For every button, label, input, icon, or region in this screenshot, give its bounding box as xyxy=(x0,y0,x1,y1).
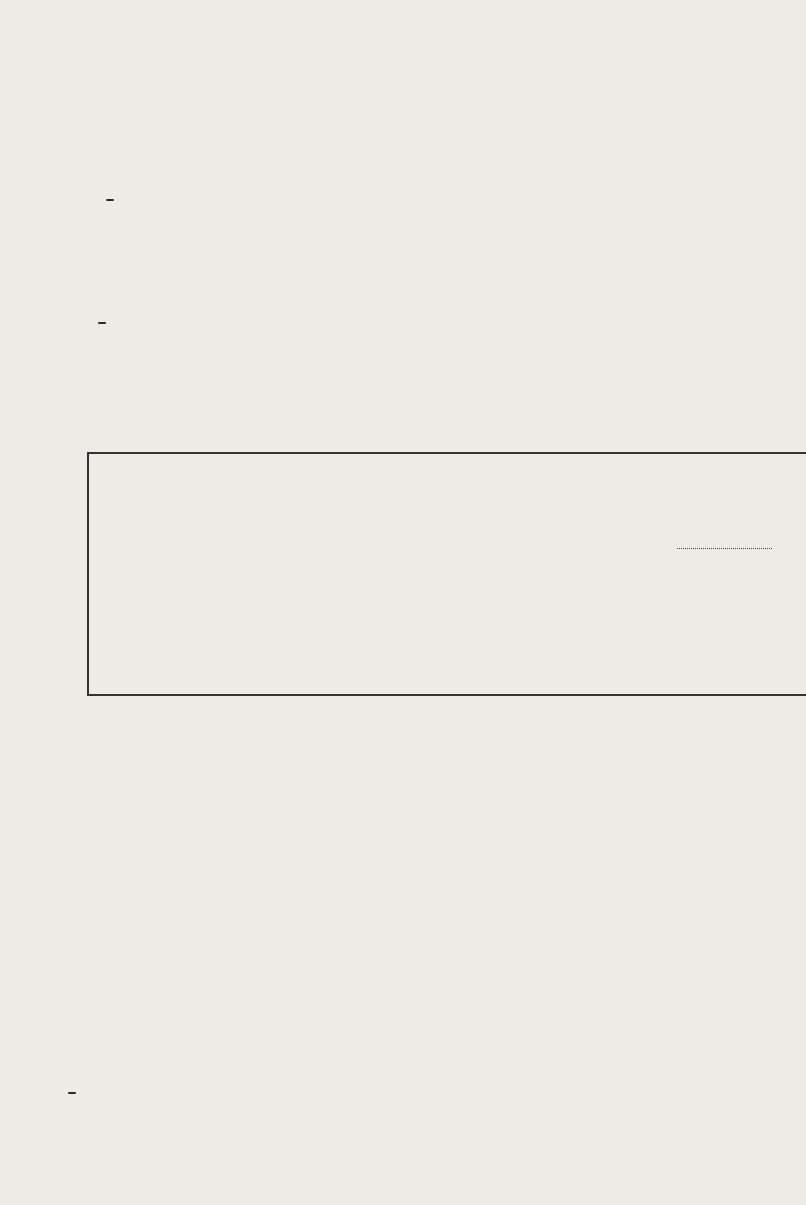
hots-badge xyxy=(106,199,114,201)
date-blank-line xyxy=(677,548,772,549)
hots-badge xyxy=(68,1092,76,1094)
q12-question xyxy=(94,313,106,333)
q11-question xyxy=(102,190,114,210)
q15-prompt-row xyxy=(64,1083,76,1103)
hots-badge xyxy=(98,322,106,324)
invitation-letter-box xyxy=(87,452,806,696)
